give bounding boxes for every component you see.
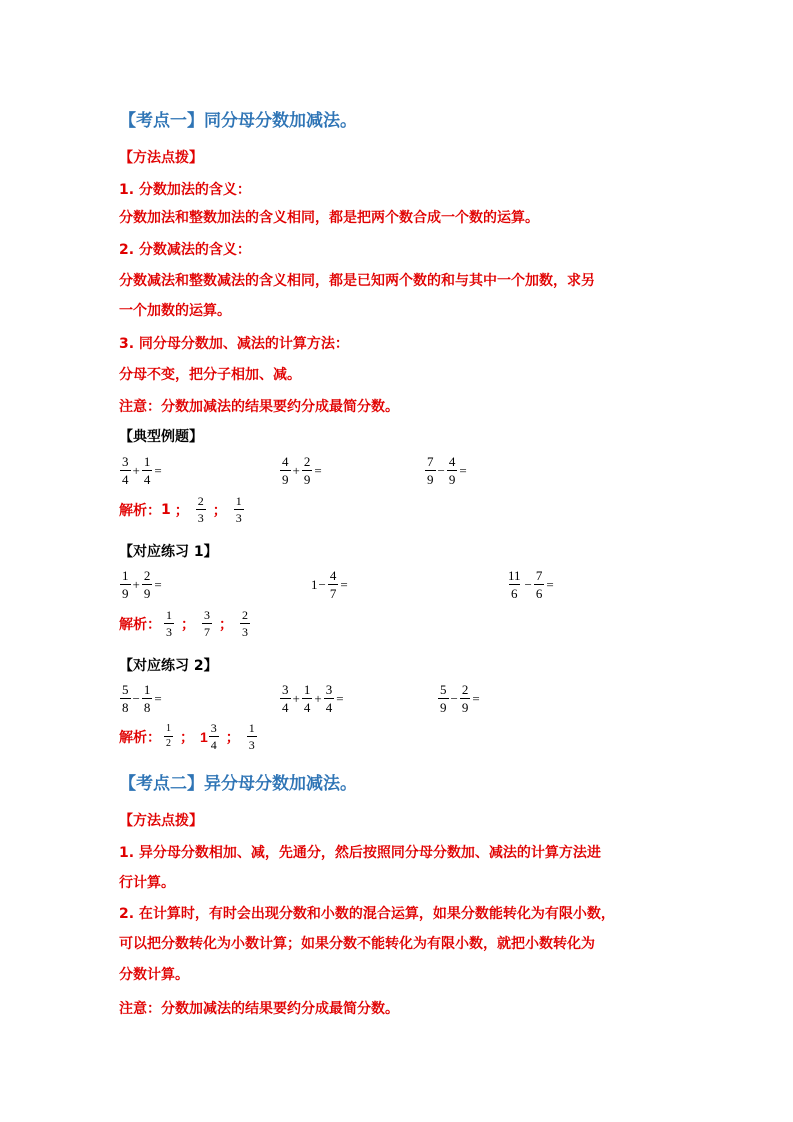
section2-p1-line1: 1. 异分母分数相加、减，先通分，然后按照同分母分数加、减法的计算方法进 bbox=[119, 845, 601, 861]
example-equation-2: $\frac{4}{9}$ + $\frac{2}{9}$ = bbox=[282, 454, 322, 487]
section1-title: 【考点一】同分母分数加减法。 bbox=[119, 111, 357, 131]
practice2-equation-1: $\frac{5}{8}$ − $\frac{1}{8}$ = bbox=[122, 682, 162, 715]
section1-p1-body: 分数加法和整数加法的含义相同，都是把两个数合成一个数的运算。 bbox=[119, 210, 539, 226]
practice1-answer: 解析： $\frac{1}{3}$ ； $\frac{3}{7}$ ； $\frac{2}{3}$ bbox=[119, 608, 248, 639]
section2-p2-line2: 可以把分数转化为小数计算；如果分数不能转化为有限小数，就把小数转化为 bbox=[119, 936, 595, 952]
example-equation-1: $\frac{3}{4}$ + $\frac{1}{4}$ = bbox=[122, 454, 162, 487]
section1-p3-title: 3. 同分母分数加、减法的计算方法： bbox=[119, 336, 349, 352]
section2-method-header: 【方法点拨】 bbox=[119, 813, 203, 829]
example-equation-3: $\frac{7}{9}$ − $\frac{4}{9}$ = bbox=[427, 454, 467, 487]
practice1-equation-1: $\frac{1}{9}$ + $\frac{2}{9}$ = bbox=[122, 568, 162, 601]
section1-note: 注意：分数加减法的结果要约分成最简分数。 bbox=[119, 399, 399, 415]
practice2-header: 【对应练习 2】 bbox=[119, 658, 218, 674]
practice2-equation-3: $\frac{5}{9}$ − $\frac{2}{9}$ = bbox=[440, 682, 480, 715]
section1-p2-body-1: 分数减法和整数减法的含义相同，都是已知两个数的和与其中一个加数，求另 bbox=[119, 273, 595, 289]
section2-note: 注意：分数加减法的结果要约分成最简分数。 bbox=[119, 1001, 399, 1017]
section2-title: 【考点二】异分母分数加减法。 bbox=[119, 774, 357, 794]
section2-p2-line1: 2. 在计算时，有时会出现分数和小数的混合运算，如果分数能转化为有限小数， bbox=[119, 906, 615, 922]
practice2-equation-2: $\frac{3}{4}$ + $\frac{1}{4}$ + $\frac{3}{4}$ = bbox=[282, 682, 344, 715]
practice1-equation-2: 1 − $\frac{4}{7}$ = bbox=[311, 568, 348, 601]
section1-p1-title: 1. 分数加法的含义： bbox=[119, 182, 251, 198]
practice2-answer: 解析： $\frac{1}{2}$ ； 1 $\frac{3}{4}$ ； $\frac{1}{3}$ bbox=[119, 721, 255, 752]
section1-p3-body: 分母不变，把分子相加、减。 bbox=[119, 367, 301, 383]
practice1-header: 【对应练习 1】 bbox=[119, 544, 218, 560]
example-answer: 解析： 1 ； $\frac{2}{3}$ ； $\frac{1}{3}$ bbox=[119, 494, 242, 525]
section1-method-header: 【方法点拨】 bbox=[119, 150, 203, 166]
section2-p2-line3: 分数计算。 bbox=[119, 967, 189, 983]
example-header: 【典型例题】 bbox=[119, 429, 203, 445]
section1-p2-title: 2. 分数减法的含义： bbox=[119, 242, 251, 258]
practice1-equation-3: $\frac{11}{6}$ − $\frac{7}{6}$ = bbox=[508, 568, 554, 601]
section1-p2-body-2: 一个加数的运算。 bbox=[119, 303, 231, 319]
section2-p1-line2: 行计算。 bbox=[119, 875, 175, 891]
